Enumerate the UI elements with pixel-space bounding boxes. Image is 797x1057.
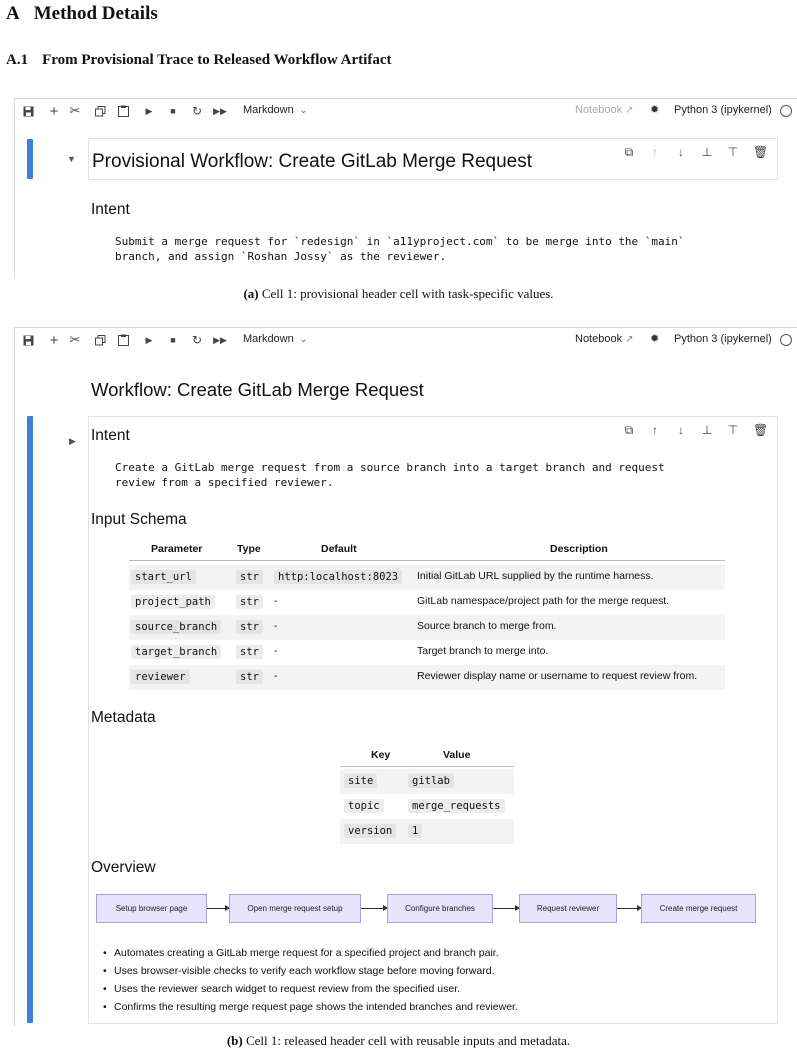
kernel-name[interactable]: Python 3 (ipykernel): [674, 333, 772, 345]
stop-icon[interactable]: ■: [170, 106, 176, 116]
metadata-value: 1: [408, 824, 422, 838]
notebook-toolbar: [14, 327, 797, 355]
flow-step-setup-browser: Setup browser page: [96, 894, 207, 923]
flow-arrow: [361, 908, 387, 909]
schema-desc: GitLab namespace/project path for the merge request.: [417, 595, 670, 607]
caption-a-label: (a): [243, 286, 259, 301]
schema-header-row: [129, 538, 725, 561]
list-item: • Uses browser-visible checks to verify each workflow stage before moving forward.: [102, 962, 518, 980]
run-icon[interactable]: ▶: [145, 105, 153, 116]
add-icon[interactable]: +: [49, 102, 59, 120]
schema-type: str: [236, 670, 263, 684]
notebook-screenshot-provisional: [14, 98, 797, 278]
table-row: [340, 819, 514, 844]
external-link-icon: ↗: [625, 334, 634, 345]
table-row: [129, 665, 725, 690]
fast-forward-icon[interactable]: ▶▶: [213, 334, 227, 345]
flow-step-configure-branches: Configure branches: [387, 894, 493, 923]
section-title-text: Method Details: [33, 3, 158, 24]
schema-type: str: [236, 570, 263, 584]
add-icon[interactable]: +: [49, 331, 59, 349]
schema-col-parameter: Parameter: [151, 543, 203, 555]
schema-param: project_path: [131, 595, 215, 609]
run-icon[interactable]: ▶: [145, 334, 153, 345]
schema-col-description: Description: [550, 543, 608, 555]
schema-default: http:localhost:8023: [274, 570, 402, 584]
schema-desc: Reviewer display name or username to request review from.: [417, 670, 698, 682]
section-number: A: [6, 3, 20, 24]
duplicate-cell-icon[interactable]: ⧉: [624, 423, 634, 437]
metadata-col-key: Key: [371, 749, 391, 761]
section-title: [6, 3, 158, 25]
workflow-title: Workflow: Create GitLab Merge Request: [91, 379, 424, 400]
table-row: [340, 769, 514, 794]
duplicate-cell-icon[interactable]: ⧉: [624, 145, 634, 159]
notebook-toolbar: [14, 98, 797, 126]
list-item: • Automates creating a GitLab merge request for a specified project and branch pair.: [102, 944, 518, 962]
metadata-heading: Metadata: [91, 709, 156, 726]
metadata-key: topic: [344, 799, 384, 813]
table-row: [340, 794, 514, 819]
stop-icon[interactable]: ■: [170, 335, 176, 345]
flow-step-open-merge-request: Open merge request setup: [229, 894, 361, 923]
caption-b-label: (b): [226, 1033, 243, 1048]
metadata-value: gitlab: [408, 774, 454, 788]
schema-param: start_url: [131, 570, 196, 584]
metadata-key: site: [344, 774, 377, 788]
paste-icon[interactable]: [115, 103, 131, 119]
save-icon[interactable]: [20, 103, 36, 119]
schema-col-default: Default: [321, 543, 357, 555]
schema-col-type: Type: [237, 543, 261, 555]
restart-icon[interactable]: ↻: [191, 333, 203, 347]
cut-icon[interactable]: ✂: [69, 332, 81, 347]
kernel-status-icon: [780, 105, 792, 117]
metadata-key: version: [344, 824, 396, 838]
schema-type: str: [236, 595, 263, 609]
schema-desc: Target branch to merge into.: [417, 645, 549, 657]
insert-below-icon[interactable]: ⊤: [727, 423, 739, 437]
schema-type: str: [236, 645, 263, 659]
delete-cell-icon[interactable]: 🗑: [753, 145, 769, 159]
cell-actions: [623, 145, 769, 160]
open-notebook-link[interactable]: Notebook ↗: [575, 333, 634, 345]
flow-arrow: [207, 908, 229, 909]
kernel-status-icon: [780, 334, 792, 346]
cell-type-select[interactable]: Markdown ⌄: [243, 104, 308, 116]
schema-param: target_branch: [131, 645, 221, 659]
subsection-title-text: From Provisional Trace to Released Workflow Artifact: [42, 52, 392, 68]
list-item: • Confirms the resulting merge request page shows the intended branches and reviewer.: [102, 998, 518, 1016]
overview-heading: Overview: [91, 859, 156, 876]
chevron-down-icon: ⌄: [299, 334, 308, 344]
schema-default: -: [274, 595, 278, 607]
metadata-header-row: [340, 744, 514, 767]
intent-heading: Intent: [91, 201, 130, 218]
schema-param: reviewer: [131, 670, 190, 684]
caption-a: [0, 286, 797, 302]
cut-icon[interactable]: ✂: [69, 103, 81, 118]
cell-heading: Provisional Workflow: Create GitLab Merge Request: [92, 151, 533, 172]
move-up-icon[interactable]: ↑: [652, 145, 658, 159]
caption-a-text: Cell 1: provisional header cell with task-specific values.: [258, 286, 554, 301]
schema-param: source_branch: [131, 620, 221, 634]
cell-type-select[interactable]: Markdown ⌄: [243, 333, 308, 345]
input-schema-heading: Input Schema: [91, 511, 187, 528]
open-notebook-link[interactable]: Notebook ↗: [575, 104, 634, 116]
move-up-icon[interactable]: ↑: [652, 423, 658, 437]
metadata-col-value: Value: [443, 749, 471, 761]
table-row: [129, 640, 725, 665]
restart-icon[interactable]: ↻: [191, 104, 203, 118]
flow-step-request-reviewer: Request reviewer: [519, 894, 617, 923]
caption-b: [0, 1033, 797, 1049]
schema-desc: Initial GitLab URL supplied by the runtime harness.: [417, 570, 654, 582]
overview-bullets: [102, 944, 518, 1016]
active-cell-bar: [27, 139, 33, 179]
move-down-icon[interactable]: ↓: [678, 423, 684, 437]
schema-default: -: [274, 645, 278, 657]
kernel-name[interactable]: Python 3 (ipykernel): [674, 104, 772, 116]
table-row: [129, 565, 725, 590]
flow-arrow: [493, 908, 519, 909]
table-row: [129, 590, 725, 615]
markdown-heading-cell[interactable]: [88, 138, 778, 180]
schema-type: str: [236, 620, 263, 634]
copy-icon[interactable]: [92, 332, 108, 348]
active-cell-bar: [27, 416, 33, 1023]
metadata-value: merge_requests: [408, 799, 505, 813]
subsection-title: [6, 52, 391, 69]
notebook-screenshot-released: [14, 327, 797, 1026]
chevron-down-icon: ⌄: [299, 105, 308, 115]
debugger-bug-icon[interactable]: ✹: [650, 104, 660, 116]
subsection-number: A.1: [6, 52, 29, 68]
paste-icon[interactable]: [115, 332, 131, 348]
fast-forward-icon[interactable]: ▶▶: [213, 105, 227, 116]
intent-text: Create a GitLab merge request from a source branch into a target branch and request review from a specified reviewer.: [115, 461, 665, 489]
insert-above-icon[interactable]: ⊥: [701, 145, 713, 159]
list-item: • Uses the reviewer search widget to request review from the specified user.: [102, 980, 518, 998]
move-down-icon[interactable]: ↓: [678, 145, 684, 159]
markdown-header-cell[interactable]: [88, 416, 778, 1024]
flow-step-create-merge-request: Create merge request: [641, 894, 756, 923]
schema-desc: Source branch to merge from.: [417, 620, 557, 632]
save-icon[interactable]: [20, 332, 36, 348]
expand-chevron-icon[interactable]: ▶: [69, 436, 76, 446]
copy-icon[interactable]: [92, 103, 108, 119]
insert-above-icon[interactable]: ⊥: [701, 423, 713, 437]
collapse-chevron-icon[interactable]: ▼: [67, 154, 76, 164]
schema-default: -: [274, 620, 278, 632]
external-link-icon: ↗: [625, 105, 634, 116]
cell-actions: [623, 423, 769, 438]
intent-text: Submit a merge request for `redesign` in `a11yproject.com` to be merge into the `main` branch, and assign `Roshan Jossy` as the reviewer.: [115, 235, 685, 263]
caption-b-text: Cell 1: released header cell with reusable inputs and metadata.: [242, 1033, 571, 1048]
intent-heading: Intent: [91, 427, 130, 444]
insert-below-icon[interactable]: ⊤: [727, 145, 739, 159]
schema-default: -: [274, 670, 278, 682]
debugger-bug-icon[interactable]: ✹: [650, 333, 660, 345]
flow-arrow: [617, 908, 641, 909]
delete-cell-icon[interactable]: 🗑: [753, 423, 769, 437]
table-row: [129, 615, 725, 640]
